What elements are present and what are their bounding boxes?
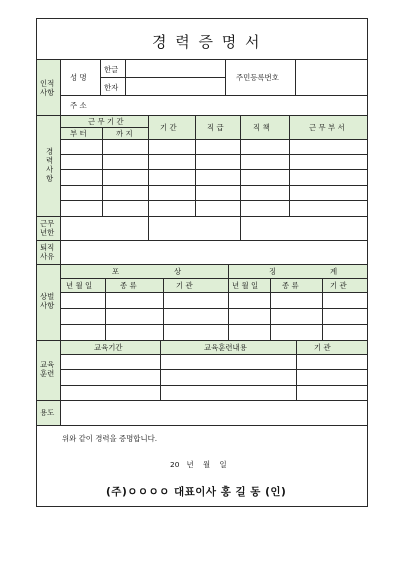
- career-duty-header: 직 책: [253, 123, 270, 132]
- education-period-header: 교육기간: [94, 343, 123, 352]
- page-title: 경 력 증 명 서: [152, 33, 262, 51]
- resign-label: 퇴직 사유: [40, 243, 55, 261]
- date-line: 20 년 월 일: [170, 460, 227, 469]
- punish-org-header: 기 관: [330, 281, 347, 290]
- hangul-label: 한글: [104, 65, 119, 74]
- career-period-header: 근 무 기 간: [88, 117, 124, 126]
- education-content-header: 교육훈련내용: [204, 343, 247, 352]
- usage-label: 용도: [40, 408, 55, 417]
- personal-section-label: 인적 사항: [40, 79, 55, 97]
- rrn-label: 주민등록번호: [236, 73, 279, 82]
- punish-kind-header: 종 류: [282, 281, 299, 290]
- punish-date-header: 년 월 일: [232, 281, 259, 290]
- career-dept-header: 근 무 부 서: [309, 123, 345, 132]
- reward-header-2: 상: [174, 267, 182, 276]
- career-grade-header: 직 급: [207, 123, 224, 132]
- statement-text: 위와 같이 경력을 증명합니다.: [62, 434, 158, 443]
- reward-kind-header: 종 류: [120, 281, 137, 290]
- hanja-label: 한자: [104, 83, 119, 92]
- punish-header-2: 계: [330, 267, 338, 276]
- career-section-label: 경 력 사 항: [46, 147, 54, 183]
- awards-section-label: 상벌 사항: [40, 292, 55, 310]
- career-to-header: 까 지: [116, 129, 133, 138]
- reward-org-header: 기 관: [176, 281, 193, 290]
- name-label: 성 명: [70, 73, 87, 82]
- years-label: 근무 년한: [40, 219, 55, 237]
- education-section-label: 교육 훈련: [40, 360, 55, 378]
- career-from-header: 부 터: [70, 129, 87, 138]
- reward-header: 포: [112, 267, 120, 276]
- punish-header: 징: [269, 267, 277, 276]
- address-label: 주 소: [70, 101, 87, 110]
- education-org-header: 기 관: [314, 343, 331, 352]
- signature-line: (주)ㅇㅇㅇㅇ 대표이사 홍 길 동 (인): [106, 486, 287, 498]
- career-duration-header: 기 간: [160, 123, 177, 132]
- reward-date-header: 년 월 일: [66, 281, 93, 290]
